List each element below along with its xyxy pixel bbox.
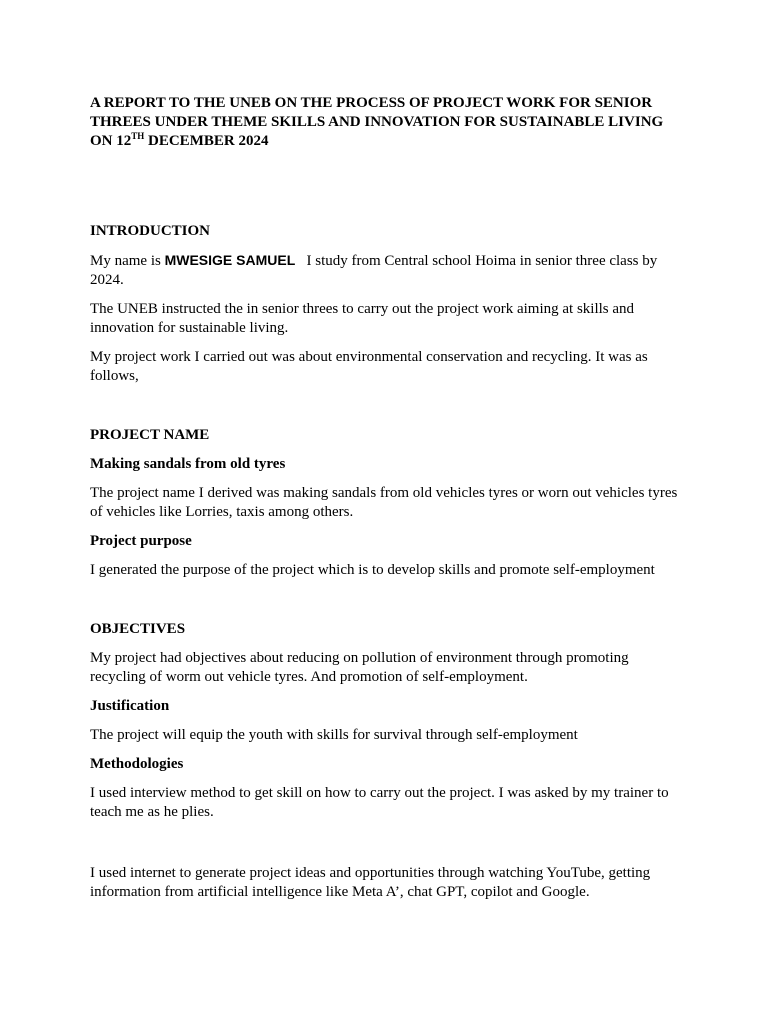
introduction-heading: INTRODUCTION — [90, 223, 211, 239]
project-purpose-paragraph: I generated the purpose of the project which is to develop skills and promote self-employment — [90, 562, 655, 578]
intro-p1-post: I study from Central school Hoima in senior three class by 2024. — [90, 253, 662, 288]
methodologies-paragraph-1: I used interview method to get skill on how to carry out the project. I was asked by my trainer to teach me as he plies. — [90, 785, 669, 820]
introduction-paragraph-3: My project work I carried out was about environmental conservation and recycling. It was as follows, — [90, 349, 648, 384]
project-name-heading: PROJECT NAME — [90, 427, 210, 443]
report-title-superscript: TH — [131, 131, 145, 141]
project-purpose-heading: Project purpose — [90, 533, 192, 549]
methodologies-heading: Methodologies — [90, 756, 184, 772]
introduction-paragraph-2: The UNEB instructed the in senior threes to carry out the project work aiming at skills and innovation for sustainable living. — [90, 301, 635, 336]
report-title — [90, 94, 680, 151]
introduction-paragraph-1 — [90, 251, 680, 290]
project-name-subheading: Making sandals from old tyres — [90, 456, 286, 472]
report-title-date: DECEMBER 2024 — [144, 133, 269, 149]
objectives-paragraph: My project had objectives about reducing on pollution of environment through promoting recycling of worm out vehicle tyres. And promotion of self-employment. — [90, 650, 629, 685]
document-page — [90, 94, 680, 912]
objectives-heading: OBJECTIVES — [90, 621, 186, 637]
report-title-main: A REPORT TO THE UNEB ON THE PROCESS OF PROJECT WORK FOR SENIOR THREES UNDER THEME SKILLS AND INNOVATION FOR SUSTAINABLE LIVING ON 12 — [90, 95, 664, 149]
student-name: MWESIGE SAMUEL — [164, 252, 296, 268]
methodologies-paragraph-2: I used internet to generate project ideas and opportunities through watching YouTube, getting information from artificial intelligence like Meta A’, chat GPT, copilot and Google. — [90, 865, 651, 900]
justification-heading: Justification — [90, 698, 170, 714]
project-name-paragraph: The project name I derived was making sandals from old vehicles tyres or worn out vehicles tyres of vehicles like Lorries, taxis among others. — [90, 485, 678, 520]
intro-p1-pre: My name is — [90, 253, 165, 269]
justification-paragraph: The project will equip the youth with skills for survival through self-employment — [90, 727, 578, 743]
